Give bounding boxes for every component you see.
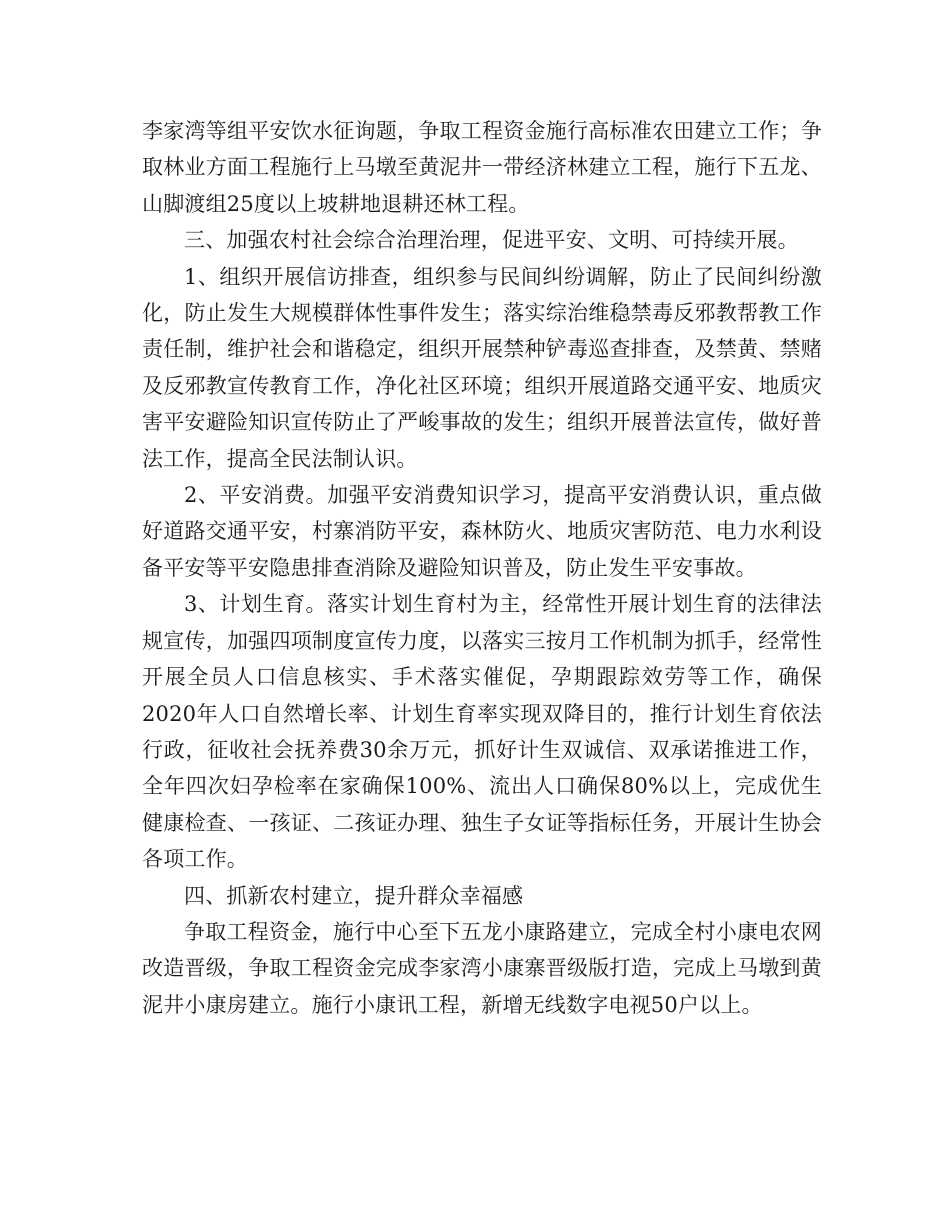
section-heading-3: 三、加强农村社会综合治理治理，促进平安、文明、可持续开展。 (184, 228, 799, 253)
document-page (142, 113, 822, 1023)
paragraph-item-3: 3、计划生育。落实计划生育村为主，经常性开展计划生育的法律法规宣传，加强四项制度宣传力度，以落实三按月工作机制为抓手，经常性开展全员人口信息核实、手术落实催促，孕期跟踪效劳等工作，确保2020年人口自然增长率、计划生育率实现双降目的，推行计划生育依法行政，征收社会抚养费30余万元，抓好计生双诚信、双承诺推进工作，全年四次妇孕检率在家确保100%、流出人口确保80%以上，完成优生健康检查、一孩证、二孩证办理、独生子女证等指标任务，开展计生协会各项工作。 (142, 592, 822, 872)
paragraph-item-2: 2、平安消费。加强平安消费知识学习，提高平安消费认识，重点做好道路交通平安，村寨消防平安，森林防火、地质灾害防范、电力水利设备平安等平安隐患排查消除及避险知识普及，防止发生平安事故。 (142, 483, 822, 580)
paragraph-item-1: 1、组织开展信访排查，组织参与民间纠纷调解，防止了民间纠纷激化，防止发生大规模群体性事件发生；落实综治维稳禁毒反邪教帮教工作责任制，维护社会和谐稳定，组织开展禁种铲毒巡查排查，及禁黄、禁赌及反邪教宣传教育工作，净化社区环境；组织开展道路交通平安、地质灾害平安避险知识宣传防止了严峻事故的发生；组织开展普法宣传，做好普法工作，提高全民法制认识。 (142, 264, 822, 471)
paragraph-section-4-body: 争取工程资金，施行中心至下五龙小康路建立，完成全村小康电农网改造晋级，争取工程资金完成李家湾小康寨晋级版打造，完成上马墩到黄泥井小康房建立。施行小康讯工程，新增无线数字电视50户以上。 (142, 919, 822, 1017)
section-heading-4: 四、抓新农村建立，提升群众幸福感 (184, 883, 524, 908)
paragraph-continuation: 李家湾等组平安饮水征询题，争取工程资金施行高标准农田建立工作；争取林业方面工程施行上马墩至黄泥井一带经济林建立工程，施行下五龙、山脚渡组25度以上坡耕地退耕还林工程。 (142, 119, 822, 216)
